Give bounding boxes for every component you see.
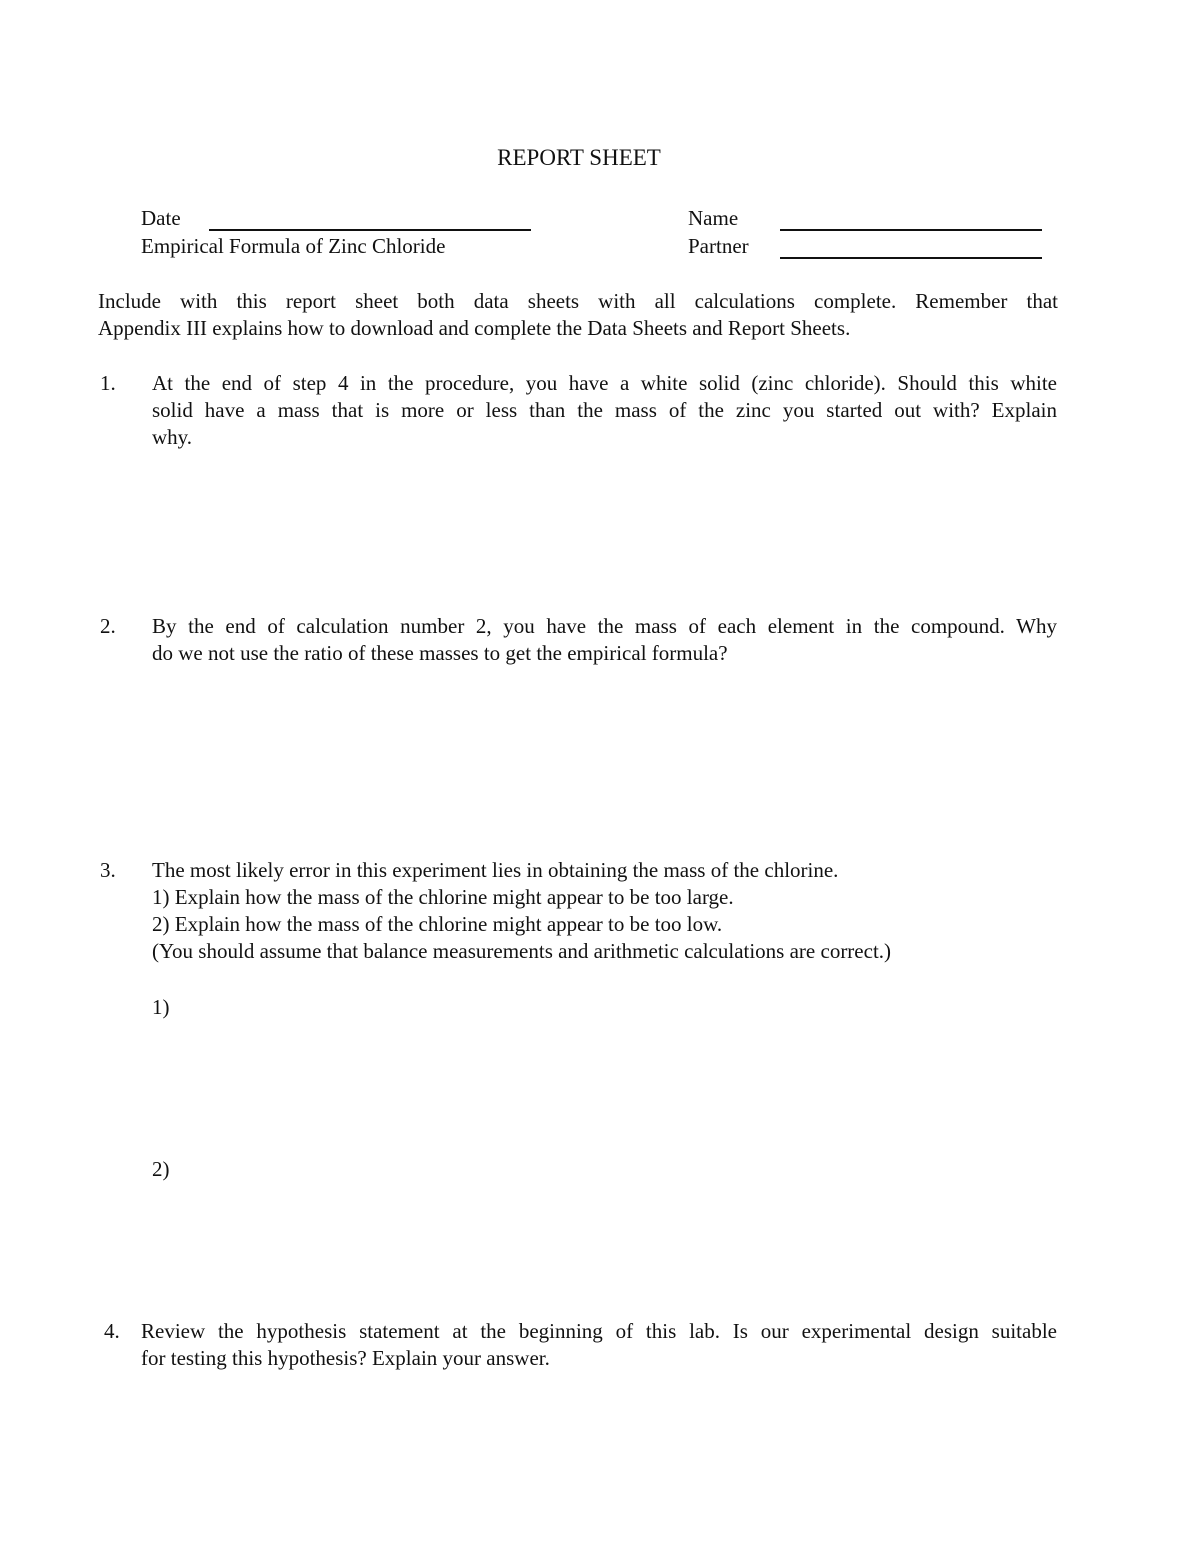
question-line: (You should assume that balance measurements and arithmetic calculations are correct.) [152, 939, 892, 963]
question-2-number: 2. [100, 614, 116, 638]
question-line: The most likely error in this experiment lies in obtaining the mass of the chlorine. [152, 858, 839, 882]
question-line: solid have a mass that is more or less than the mass of the zinc you started out with? Explain [152, 398, 1057, 422]
question-line: By the end of calculation number 2, you have the mass of each element in the compound. Why [152, 614, 1057, 638]
instructions-paragraph [98, 288, 1058, 342]
question-line: 1) Explain how the mass of the chlorine might appear to be too large. [152, 885, 734, 909]
page-title: REPORT SHEET [497, 145, 661, 170]
answer-label-2: 2) [152, 1157, 170, 1181]
question-line: Review the hypothesis statement at the beginning of this lab. Is our experimental design suitable [141, 1319, 1057, 1343]
question-line: At the end of step 4 in the procedure, you have a white solid (zinc chloride). Should this white [152, 371, 1057, 395]
date-field[interactable] [209, 229, 531, 231]
question-4-text [141, 1318, 1057, 1372]
date-label: Date [141, 206, 181, 230]
question-3-text [152, 857, 1057, 965]
name-field[interactable] [780, 229, 1042, 231]
partner-label: Partner [688, 234, 749, 258]
question-line: why. [152, 425, 193, 449]
question-line: do we not use the ratio of these masses to get the empirical formula? [152, 641, 728, 665]
answer-label-1: 1) [152, 995, 170, 1019]
question-line: for testing this hypothesis? Explain your answer. [141, 1346, 550, 1370]
experiment-title: Empirical Formula of Zinc Chloride [141, 234, 446, 258]
name-label: Name [688, 206, 739, 230]
instructions-line: Include with this report sheet both data sheets with all calculations complete. Remember that [98, 289, 1058, 313]
question-2-answer-area[interactable] [152, 680, 1057, 840]
question-3-answer-1-area[interactable] [152, 1025, 1057, 1145]
question-4-answer-area[interactable] [141, 1385, 1057, 1525]
question-4-number: 4. [104, 1319, 120, 1343]
question-1-answer-area[interactable] [152, 460, 1057, 600]
question-1-text [152, 370, 1057, 451]
question-line: 2) Explain how the mass of the chlorine might appear to be too low. [152, 912, 723, 936]
question-2-text [152, 613, 1057, 667]
question-1-number: 1. [100, 371, 116, 395]
instructions-line: Appendix III explains how to download and complete the Data Sheets and Report Sheets. [98, 316, 851, 340]
question-3-answer-2-area[interactable] [152, 1187, 1057, 1307]
question-3-number: 3. [100, 858, 116, 882]
partner-field[interactable] [780, 257, 1042, 259]
